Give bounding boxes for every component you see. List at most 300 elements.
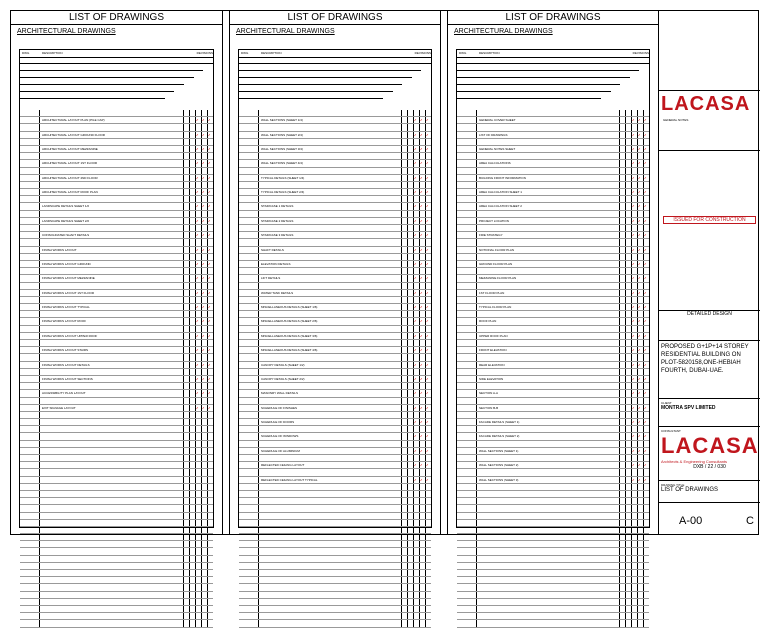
table-row: [20, 556, 213, 563]
consultant-label: CONSULTANT: [661, 429, 681, 433]
row-description: REFLECTED CEILING LAYOUT: [261, 463, 305, 468]
title-label: DRAWING TITLE: [661, 483, 685, 487]
row-description: EXIT SIGNAGE LAYOUT: [42, 405, 76, 410]
table-row: SCHEDULE OF WINDOWS ✓ ✓ ✓: [239, 433, 431, 440]
table-row: ACCESSIBILITY PLAN LAYOUT ✓ ✓ ✓: [20, 390, 213, 397]
table-row: [457, 182, 649, 189]
table-row: EXIT SIGNAGE LAYOUT ✓ ✓ ✓: [20, 405, 213, 412]
table-row: [457, 592, 649, 599]
header-cell: REVISIONS: [196, 51, 213, 55]
row-description: LIFT DETAILS: [261, 276, 281, 281]
issued-stamp: ISSUED FOR CONSTRUCTION: [663, 216, 756, 224]
table-row: ELEVATION DETAILS ✓ ✓ ✓: [239, 261, 431, 268]
table-row: [239, 383, 431, 390]
client-label: CLIENT: [661, 401, 672, 405]
row-description: TYPICAL FLOOR PLAN: [479, 305, 512, 310]
row-description: ARCHITECTURAL LAYOUT 2ND FLOOR: [42, 175, 98, 180]
table-row: [239, 297, 431, 304]
table-row: FINISH WORKS LAYOUT ✓ ✓ ✓: [20, 247, 213, 254]
header-cell: DESCRIPTION: [42, 51, 63, 55]
table-row: [20, 354, 213, 361]
table-row: FINISH WORKS LAYOUT GROUND ✓ ✓ ✓: [20, 261, 213, 268]
table-row: [239, 326, 431, 333]
table-row: [20, 153, 213, 160]
table-row: [20, 584, 213, 591]
table-row: [457, 584, 649, 591]
row-description: SECTION A-A: [479, 391, 499, 396]
table-row: MASONRY WALL DETAILS ✓ ✓ ✓: [239, 390, 431, 397]
table-row: FACADE DETAILS (SHEET 2) ✓ ✓ ✓: [457, 433, 649, 440]
table-row: [457, 426, 649, 433]
table-row: WALL SECTIONS (SHEET 3) ✓ ✓ ✓: [457, 477, 649, 484]
table-row: 1ST FLOOR PLAN ✓ ✓ ✓: [457, 290, 649, 297]
table-row: STAIRCASE 3 DETAILS ✓ ✓ ✓: [239, 232, 431, 239]
table-row: WALL SECTIONS (SHEET 4/4) ✓ ✓ ✓: [239, 160, 431, 167]
drawing-table: [456, 49, 650, 528]
table-row: [457, 268, 649, 275]
row-description: LIST OF DRAWINGS: [479, 132, 508, 137]
table-row: [457, 498, 649, 505]
table-row: [239, 570, 431, 577]
table-row: [20, 196, 213, 203]
table-row: WALL SECTIONS (SHEET 2) ✓ ✓ ✓: [457, 462, 649, 469]
row-description: WALL SECTIONS (SHEET 2/4): [261, 132, 303, 137]
table-row: SECTION B-B ✓ ✓ ✓: [457, 405, 649, 412]
table-row: BUILDING FRONT INFORMATION ✓ ✓ ✓: [457, 175, 649, 182]
table-row: [457, 110, 649, 117]
project-name: PROPOSED G+1P+14 STOREY RESIDENTIAL BUILDING ON PLOT-5820158,ONE-HEBIAH FOURTH, DUBAI-UAE.: [659, 341, 760, 399]
table-row: [20, 606, 213, 613]
table-row: WALL SECTIONS (SHEET 2/4) ✓ ✓ ✓: [239, 132, 431, 139]
row-description: TYPICAL DETAILS (SHEET 2/4): [261, 190, 305, 195]
table-row: TYPICAL FLOOR PLAN ✓ ✓ ✓: [457, 304, 649, 311]
table-row: [20, 168, 213, 175]
table-row: [239, 498, 431, 505]
table-row: [20, 419, 213, 426]
table-row: ARCHITECTURAL LAYOUT ROOF PLAN ✓ ✓ ✓: [20, 189, 213, 196]
table-row: SECTION A-A ✓ ✓ ✓: [457, 390, 649, 397]
column-subheader: ARCHITECTURAL DRAWINGS: [454, 28, 553, 35]
table-row: [20, 505, 213, 512]
table-row: MISCELLANEOUS DETAILS (SHEET 3/6) ✓ ✓ ✓: [239, 333, 431, 340]
table-row: FINISH WORKS LAYOUT TYPICAL ✓ ✓ ✓: [20, 304, 213, 311]
table-row: FACADE DETAILS (SHEET 1) ✓ ✓ ✓: [457, 419, 649, 426]
table-row: CANOPY DETAILS (SHEET 2/2) ✓ ✓ ✓: [239, 376, 431, 383]
table-row: [20, 548, 213, 555]
row-description: FACADE DETAILS (SHEET 2): [479, 434, 520, 439]
row-description: TYPICAL DETAILS (SHEET 1/4): [261, 175, 305, 180]
table-row: [20, 311, 213, 318]
table-row: MEZZANINE FLOOR PLAN ✓ ✓ ✓: [457, 275, 649, 282]
table-row: [239, 534, 431, 541]
row-description: SHAFT DETAILS: [261, 247, 284, 252]
table-row: REFLECTED CEILING LAYOUT TYPICAL ✓ ✓ ✓: [239, 477, 431, 484]
table-row: [20, 534, 213, 541]
table-row: [457, 484, 649, 491]
table-row: AREA CALCULATION SHEET 2 ✓ ✓ ✓: [457, 203, 649, 210]
table-row: [239, 491, 431, 498]
table-row: [239, 541, 431, 548]
column-2: [229, 11, 441, 534]
table-row: [239, 455, 431, 462]
table-row: CONSOLIDATED SHAFT DETAILS ✓ ✓ ✓: [20, 232, 213, 239]
table-row: STAIRCASE 2 DETAILS ✓ ✓ ✓: [239, 218, 431, 225]
row-description: AREA CALCULATION SHEET 1: [479, 190, 522, 195]
table-row: TYPICAL DETAILS (SHEET 2/4) ✓ ✓ ✓: [239, 189, 431, 196]
table-row: [20, 570, 213, 577]
table-row: [20, 613, 213, 620]
table-row: [20, 398, 213, 405]
table-row: GENERAL COVER SHEET ✓ ✓ ✓: [457, 117, 649, 124]
table-row: FRONT ELEVATION ✓ ✓ ✓: [457, 347, 649, 354]
table-row: [239, 484, 431, 491]
row-description: FINISH WORKS LAYOUT SECTIONS: [42, 376, 93, 381]
table-row: [239, 520, 431, 527]
row-description: FIRE STRATEGY: [479, 233, 503, 238]
table-row: [457, 254, 649, 261]
table-row: FINISH WORKS LAYOUT 1ST FLOOR ✓ ✓ ✓: [20, 290, 213, 297]
row-description: SIDE ELEVATION: [479, 376, 504, 381]
table-row: [239, 613, 431, 620]
table-row: [457, 369, 649, 376]
table-row: [457, 613, 649, 620]
revision: C: [746, 515, 754, 527]
general-notes-title: GENERAL NOTES: [663, 118, 689, 122]
row-description: REFLECTED CEILING LAYOUT TYPICAL: [261, 477, 318, 482]
stage: DETAILED DESIGN: [659, 311, 760, 341]
column-subheader: ARCHITECTURAL DRAWINGS: [236, 28, 335, 35]
table-row: REAR ELEVATION ✓ ✓ ✓: [457, 362, 649, 369]
table-row: [239, 592, 431, 599]
row-description: NOTIONAL FLOOR PLAN: [479, 247, 515, 252]
table-header: [457, 50, 649, 58]
table-row: SIDE ELEVATION ✓ ✓ ✓: [457, 376, 649, 383]
row-description: FINISH WORKS LAYOUT STAIRS: [42, 348, 89, 353]
table-row: [239, 139, 431, 146]
drawing-sheet: [10, 10, 759, 535]
table-row: [239, 196, 431, 203]
table-row: MISCELLANEOUS DETAILS (SHEET 1/6) ✓ ✓ ✓: [239, 304, 431, 311]
table-row: [457, 441, 649, 448]
table-row: [457, 469, 649, 476]
table-row: [20, 484, 213, 491]
drawing-table: [19, 49, 214, 528]
table-row: [457, 225, 649, 232]
table-row: [239, 110, 431, 117]
header-cell: DWG: [459, 51, 467, 55]
row-description: FINISH WORKS LAYOUT: [42, 247, 77, 252]
row-description: SCHEDULE OF FINISHES: [261, 405, 298, 410]
row-description: AREA CALCULATIONS: [479, 161, 511, 166]
header-cell: REVISIONS: [632, 51, 649, 55]
table-row: [457, 354, 649, 361]
row-description: GROUND FLOOR PLAN: [479, 261, 513, 266]
table-row: [20, 239, 213, 246]
table-row: GENERAL NOTES SHEET ✓ ✓ ✓: [457, 146, 649, 153]
table-row: [20, 477, 213, 484]
table-row: [239, 584, 431, 591]
table-row: [457, 527, 649, 534]
row-description: ELEVATION DETAILS: [261, 261, 291, 266]
table-row: [457, 513, 649, 520]
table-row: [20, 599, 213, 606]
table-row: [457, 297, 649, 304]
table-row: [20, 563, 213, 570]
table-row: [457, 599, 649, 606]
table-row: [239, 311, 431, 318]
table-row: [457, 491, 649, 498]
table-row: [20, 433, 213, 440]
table-row: [457, 239, 649, 246]
table-row: [20, 448, 213, 455]
row-description: CANOPY DETAILS (SHEET 1/2): [261, 362, 305, 367]
table-row: [457, 606, 649, 613]
row-description: AREA CALCULATION SHEET 2: [479, 204, 522, 209]
table-row: WALL SECTIONS (SHEET 3/4) ✓ ✓ ✓: [239, 146, 431, 153]
column-3: [447, 11, 659, 534]
table-row: [457, 196, 649, 203]
header-cell: DESCRIPTION: [261, 51, 282, 55]
table-row: [20, 110, 213, 117]
table-row: [239, 620, 431, 627]
row-description: UPPER ROOF PLAN: [479, 333, 508, 338]
row-description: MISCELLANEOUS DETAILS (SHEET 1/6): [261, 305, 318, 310]
table-row: [239, 513, 431, 520]
row-description: BUILDING FRONT INFORMATION: [479, 175, 526, 180]
table-row: [457, 455, 649, 462]
table-row: [457, 577, 649, 584]
table-row: ROOF PLAN ✓ ✓ ✓: [457, 318, 649, 325]
table-row: [239, 426, 431, 433]
row-description: LANDSCAPE DETAILS SHEET 1/2: [42, 204, 90, 209]
row-description: SCHEDULE OF WINDOWS: [261, 434, 299, 439]
table-row: [457, 139, 649, 146]
table-row: FINISH WORKS LAYOUT MEZZANINE ✓ ✓ ✓: [20, 275, 213, 282]
company-logo: LACASA: [661, 93, 751, 115]
table-row: SCHEDULE OF ALUMINIUM ✓ ✓ ✓: [239, 448, 431, 455]
table-row: [20, 225, 213, 232]
row-description: FINISH WORKS LAYOUT MEZZANINE: [42, 276, 95, 281]
table-row: NOTIONAL FLOOR PLAN ✓ ✓ ✓: [457, 247, 649, 254]
row-description: ARCHITECTURAL LAYOUT ROOF PLAN: [42, 190, 98, 195]
row-description: ARCHITECTURAL LAYOUT GROUND FLOOR: [42, 132, 105, 137]
row-description: WALL SECTIONS (SHEET 3/4): [261, 146, 303, 151]
table-row: WALL SECTIONS (SHEET 1/4) ✓ ✓ ✓: [239, 117, 431, 124]
row-description: STAIRCASE 3 DETAILS: [261, 233, 294, 238]
row-description: SCHEDULE OF DOORS: [261, 420, 295, 425]
table-row: [457, 563, 649, 570]
table-row: PROJECT LOCATION ✓ ✓ ✓: [457, 218, 649, 225]
column-1: [11, 11, 223, 534]
table-row: [457, 168, 649, 175]
row-description: ACCESSIBILITY PLAN LAYOUT: [42, 391, 86, 396]
table-row: [239, 412, 431, 419]
table-row: MISCELLANEOUS DETAILS (SHEET 4/6) ✓ ✓ ✓: [239, 347, 431, 354]
header-cell: DESCRIPTION: [479, 51, 500, 55]
row-description: WALL SECTIONS (SHEET 2): [479, 463, 519, 468]
consultant-logo: LACASA: [661, 433, 759, 458]
row-description: WALL SECTIONS (SHEET 1): [479, 448, 519, 453]
row-description: FINISH WORKS LAYOUT 1ST FLOOR: [42, 290, 95, 295]
table-row: [457, 153, 649, 160]
row-description: WALL SECTIONS (SHEET 1/4): [261, 118, 303, 123]
drawing-table: [238, 49, 432, 528]
row-description: ARCHITECTURAL LAYOUT 1ST FLOOR: [42, 161, 98, 166]
table-row: [457, 326, 649, 333]
table-row: ARCHITECTURAL LAYOUT 2ND FLOOR ✓ ✓ ✓: [20, 175, 213, 182]
table-row: [20, 541, 213, 548]
row-description: WALL SECTIONS (SHEET 4/4): [261, 161, 303, 166]
table-row: [20, 491, 213, 498]
table-row: [457, 412, 649, 419]
job-number: DXB / 22 / 030: [693, 464, 726, 470]
table-row: [457, 570, 649, 577]
column-header: LIST OF DRAWINGS: [230, 11, 440, 25]
column-header: LIST OF DRAWINGS: [448, 11, 658, 25]
drawing-title: LIST OF DRAWINGS: [661, 487, 719, 493]
row-description: FINISH WORKS LAYOUT TYPICAL: [42, 305, 90, 310]
table-row: SCHEDULE OF FINISHES ✓ ✓ ✓: [239, 405, 431, 412]
table-row: ARCHITECTURAL LAYOUT 1ST FLOOR ✓ ✓ ✓: [20, 160, 213, 167]
table-row: [239, 168, 431, 175]
table-row: WALL SECTIONS (SHEET 1) ✓ ✓ ✓: [457, 448, 649, 455]
table-row: [239, 606, 431, 613]
row-description: MISCELLANEOUS DETAILS (SHEET 4/6): [261, 348, 318, 353]
row-description: ROOF PLAN: [479, 319, 497, 324]
table-row: [20, 139, 213, 146]
table-row: [20, 182, 213, 189]
table-row: [20, 412, 213, 419]
table-row: LANDSCAPE DETAILS SHEET 1/2 ✓ ✓ ✓: [20, 203, 213, 210]
consultant-name: Architects & Engineering Consultants: [661, 459, 728, 464]
table-row: GROUND FLOOR PLAN ✓ ✓ ✓: [457, 261, 649, 268]
table-row: [239, 563, 431, 570]
table-row: [20, 441, 213, 448]
row-description: FINISH WORKS LAYOUT ROOF: [42, 319, 87, 324]
table-row: [457, 383, 649, 390]
row-description: GENERAL COVER SHEET: [479, 118, 516, 123]
table-row: [20, 620, 213, 627]
table-row: MISCELLANEOUS DETAILS (SHEET 2/6) ✓ ✓ ✓: [239, 318, 431, 325]
table-header: [239, 50, 431, 58]
table-row: UPPER ROOF PLAN ✓ ✓ ✓: [457, 333, 649, 340]
table-row: LIST OF DRAWINGS ✓ ✓ ✓: [457, 132, 649, 139]
table-row: [239, 441, 431, 448]
row-description: FINISH WORKS LAYOUT DETAILS: [42, 362, 90, 367]
table-row: [239, 398, 431, 405]
table-row: [20, 426, 213, 433]
table-row: [20, 283, 213, 290]
table-row: LANDSCAPE DETAILS SHEET 2/2 ✓ ✓ ✓: [20, 218, 213, 225]
table-row: [239, 556, 431, 563]
table-row: REFLECTED CEILING LAYOUT ✓ ✓ ✓: [239, 462, 431, 469]
table-row: [20, 577, 213, 584]
title-block: [659, 11, 760, 534]
row-description: SCHEDULE OF ALUMINIUM: [261, 448, 300, 453]
table-row: [457, 398, 649, 405]
table-row: SCHEDULE OF DOORS ✓ ✓ ✓: [239, 419, 431, 426]
drawing-number: A-00: [679, 515, 703, 527]
table-row: [457, 620, 649, 627]
table-row: ARCHITECTURAL LAYOUT PLAN (PILE CAP) ✓ ✓ ✓: [20, 117, 213, 124]
row-description: FRONT ELEVATION: [479, 348, 507, 353]
table-row: [239, 527, 431, 534]
row-description: FACADE DETAILS (SHEET 1): [479, 420, 520, 425]
table-row: [20, 462, 213, 469]
table-row: [20, 340, 213, 347]
row-description: FINISH WORKS LAYOUT GROUND: [42, 261, 91, 266]
row-description: LANDSCAPE DETAILS SHEET 2/2: [42, 218, 90, 223]
table-row: AREA CALCULATIONS ✓ ✓ ✓: [457, 160, 649, 167]
table-row: FINISH WORKS LAYOUT STAIRS ✓ ✓ ✓: [20, 347, 213, 354]
table-row: [239, 239, 431, 246]
table-row: [239, 211, 431, 218]
table-row: [239, 124, 431, 131]
table-row: FINISH WORKS LAYOUT SECTIONS ✓ ✓ ✓: [20, 376, 213, 383]
table-row: [239, 283, 431, 290]
table-row: [457, 548, 649, 555]
table-row: [20, 211, 213, 218]
table-row: [239, 225, 431, 232]
table-row: [239, 182, 431, 189]
table-row: [457, 283, 649, 290]
table-row: [20, 369, 213, 376]
table-row: FINISH WORKS LAYOUT UPPER ROOF ✓ ✓ ✓: [20, 333, 213, 340]
table-row: [457, 505, 649, 512]
table-row: [20, 527, 213, 534]
table-row: [20, 383, 213, 390]
row-description: PROJECT LOCATION: [479, 218, 509, 223]
table-row: [20, 513, 213, 520]
row-description: MEZZANINE FLOOR PLAN: [479, 276, 517, 281]
table-row: ARCHITECTURAL LAYOUT GROUND FLOOR ✓ ✓ ✓: [20, 132, 213, 139]
table-row: [20, 455, 213, 462]
table-row: [239, 548, 431, 555]
table-row: SHAFT DETAILS ✓ ✓ ✓: [239, 247, 431, 254]
table-row: FIRE STRATEGY ✓ ✓ ✓: [457, 232, 649, 239]
table-row: [20, 592, 213, 599]
table-row: [20, 469, 213, 476]
table-row: WATER TANK DETAILS ✓ ✓ ✓: [239, 290, 431, 297]
table-row: [20, 520, 213, 527]
table-row: [239, 469, 431, 476]
table-row: [457, 534, 649, 541]
client-name: MONTRA SPV LIMITED: [661, 405, 716, 411]
row-description: ARCHITECTURAL LAYOUT PLAN (PILE CAP): [42, 118, 105, 123]
table-row: [239, 153, 431, 160]
row-description: MISCELLANEOUS DETAILS (SHEET 3/6): [261, 333, 318, 338]
column-header: LIST OF DRAWINGS: [11, 11, 222, 25]
table-row: CANOPY DETAILS (SHEET 1/2) ✓ ✓ ✓: [239, 362, 431, 369]
table-row: [457, 340, 649, 347]
row-description: 1ST FLOOR PLAN: [479, 290, 505, 295]
table-row: TYPICAL DETAILS (SHEET 1/4) ✓ ✓ ✓: [239, 175, 431, 182]
table-row: STAIRCASE 1 DETAILS ✓ ✓ ✓: [239, 203, 431, 210]
table-row: [20, 498, 213, 505]
table-row: [20, 326, 213, 333]
table-row: [239, 505, 431, 512]
table-row: [239, 340, 431, 347]
row-description: ARCHITECTURAL LAYOUT MEZZANINE: [42, 146, 98, 151]
table-row: [20, 268, 213, 275]
table-row: [457, 541, 649, 548]
table-row: ARCHITECTURAL LAYOUT MEZZANINE ✓ ✓ ✓: [20, 146, 213, 153]
table-row: FINISH WORKS LAYOUT DETAILS ✓ ✓ ✓: [20, 362, 213, 369]
row-description: STAIRCASE 1 DETAILS: [261, 204, 294, 209]
row-description: GENERAL NOTES SHEET: [479, 146, 516, 151]
row-description: WATER TANK DETAILS: [261, 290, 294, 295]
table-row: [20, 124, 213, 131]
